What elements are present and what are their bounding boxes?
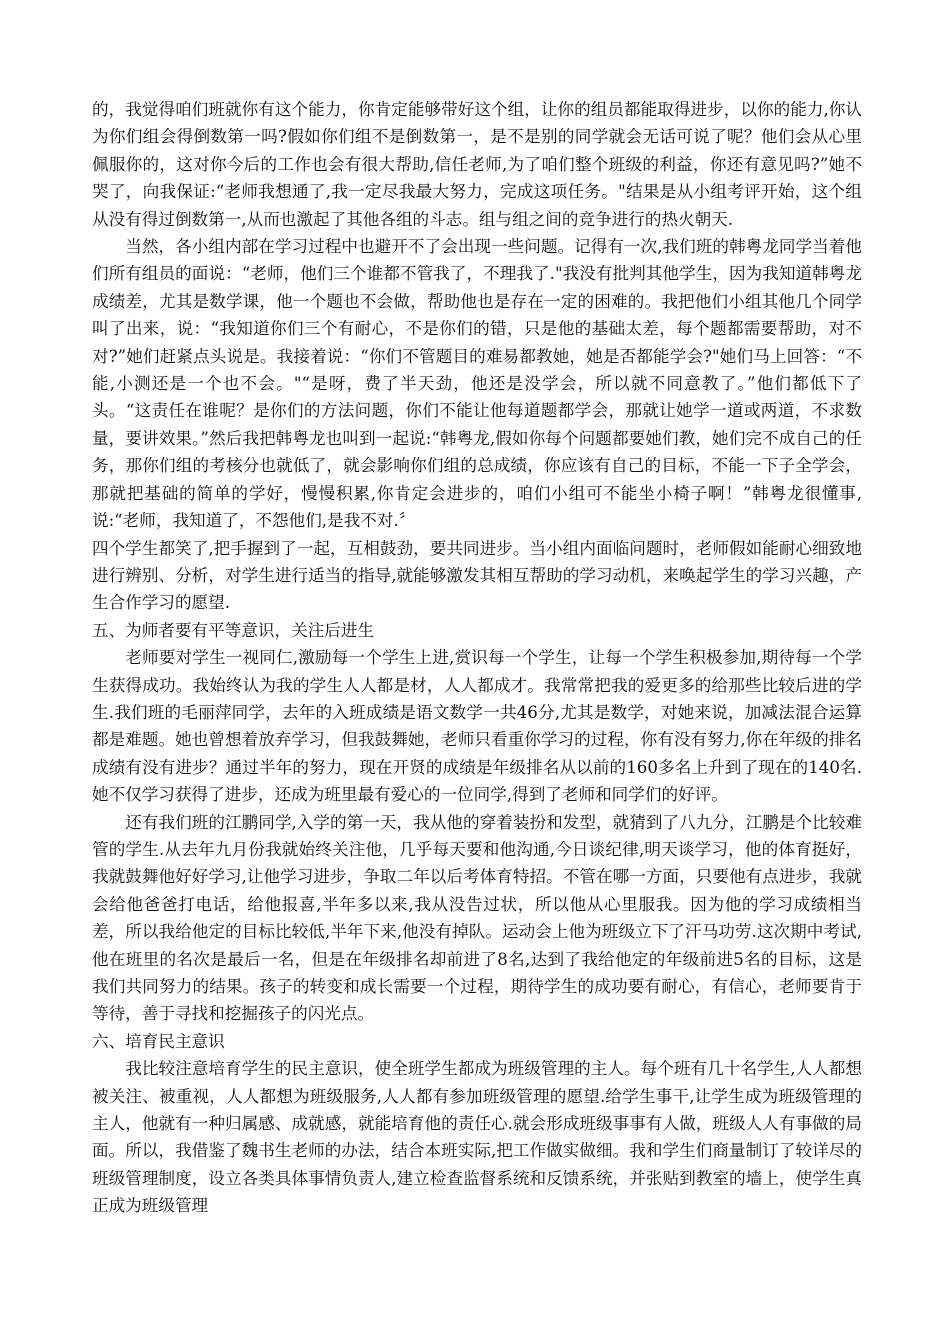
section-heading-6: 六、培育民主意识 xyxy=(92,1031,225,1051)
paragraph-4: 老师要对学生一视同仁,激励每一个学生上进,赏识每一个学生，让每一个学生积极参加,期待每一个学生获得成功。我始终认为我的学生人人都是材，人人都成才。我常常把我的爱更多的给那些比较后进的学生.我们班的毛丽萍同学，去年的入班成绩是语文数学一共46分,尤其是数学，对她来说，加减法混合运算都是难题。她也曾想着放弃学习，但我鼓舞她，老师只看重你学习的过程，你有没有努力,你在年级的排名成绩有没有进步？通过半年的努力，现在开贤的成绩是年级排名从以前的160多名上升到了现在的140名.她不仅学习获得了进步，还成为班里最有爱心的一位同学,得到了老师和同学们的好评。 xyxy=(92,648,862,805)
document-page xyxy=(92,96,862,1220)
paragraph-3: 四个学生都笑了,把手握到了一起，互相鼓劲，要共同进步。当小组内面临问题时，老师假如能耐心细致地进行辨别、分析，对学生进行适当的指导,就能够激发其相互帮助的学习动机，来唤起学生的学习兴趣，产生合作学习的愿望. xyxy=(92,538,862,613)
section-heading-5: 五、为师者要有平等意识，关注后进生 xyxy=(92,620,375,640)
paragraph-5: 还有我们班的江鹏同学,入学的第一天，我从他的穿着装扮和发型，就猜到了八九分，江鹏是个比较难管的学生.从去年九月份我就始终关注他，几乎每天要和他沟通,今日谈纪律,明天谈学习，他的体育挺好，我就鼓舞他好好学习,让他学习进步，争取二年以后考体育特招。不管在哪一方面，只要他有点进步，我就会给他爸爸打电话，给他报喜,半年多以来,我从没告过状，所以他从心里服我。因为他的学习成绩相当差，所以我给他定的目标比较低,半年下来,他没有掉队。运动会上他为班级立下了汗马功劳.这次期中考试,他在班里的名次是最后一名，但是在年级排名却前进了8名,达到了我给他定的年级前进5名的目标，这是我们共同努力的结果。孩子的转变和成长需要一个过程，期待学生的成功要有耐心，有信心，老师要肯于等待，善于寻找和挖掘孩子的闪光点。 xyxy=(92,812,862,1024)
paragraph-1: 的，我觉得咱们班就你有这个能力，你肯定能够带好这个组，让你的组员都能取得进步，以你的能力,你认为你们组会得倒数第一吗?假如你们组不是倒数第一，是不是别的同学就会无话可说了呢？他们会从心里佩服你的，这对你今后的工作也会有很大帮助,信任老师,为了咱们整个班级的利益，你还有意见吗?”她不哭了，向我保证:“老师我想通了,我一定尽我最大努力，完成这项任务。"结果是从小组考评开始，这个组从没有得过倒数第一,从而也激起了其他各组的斗志。组与组之间的竞争进行的热火朝天. xyxy=(92,100,862,229)
paragraph-2: 当然，各小组内部在学习过程中也避开不了会出现一些问题。记得有一次,我们班的韩粤龙同学当着他们所有组员的面说：“老师，他们三个谁都不管我了，不理我了."我没有批判其他学生，因为我知道韩粤龙成绩差，尤其是数学课，他一个题也不会做，帮助他也是存在一定的困难的。我把他们小组其他几个同学叫了出来，说：“我知道你们三个有耐心，不是你们的错，只是他的基础太差，每个题都需要帮助，对不对?”她们赶紧点头说是。我接着说：“你们不管题目的难易都教她，她是否都能学会?"她们马上回答：“不能,小测还是一个也不会。"“是呀，费了半天劲，他还是没学会，所以就不同意教了。”他们都低下了头。“这责任在谁呢？是你们的方法问题，你们不能让他每道题都学会，那就让她学一道或两道，不求数量，要讲效果。”然后我把韩粤龙也叫到一起说:“韩粤龙,假如你每个问题都要她们教，她们完不成自己的任务，那你们组的考核分也就低了，就会影响你们组的总成绩，你应该有自己的目标，不能一下子全学会，那就把基础的简单的学好，慢慢积累,你肯定会进步的，咱们小组可不能坐小椅子啊！”韩粤龙很懂事,说:“老师，我知道了，不怨他们,是我不对.〞 xyxy=(92,237,862,531)
paragraph-6: 我比较注意培育学生的民主意识，使全班学生都成为班级管理的主人。每个班有几十名学生,人人都想被关注、被重视，人人都想为班级服务,人人都有参加班级管理的愿望.给学生事干,让学生成为班级管理的主人，他就有一种归属感、成就感，就能培育他的责任心.就会形成班级事事有人做，班级人人有事做的局面。所以，我借鉴了魏书生老师的办法，结合本班实际,把工作做实做细。我和学生们商量制订了较详尽的班级管理制度，设立各类具体事情负责人,建立检查监督系统和反馈系统，并张贴到教室的墙上，使学生真正成为班级管理 xyxy=(92,1059,862,1216)
